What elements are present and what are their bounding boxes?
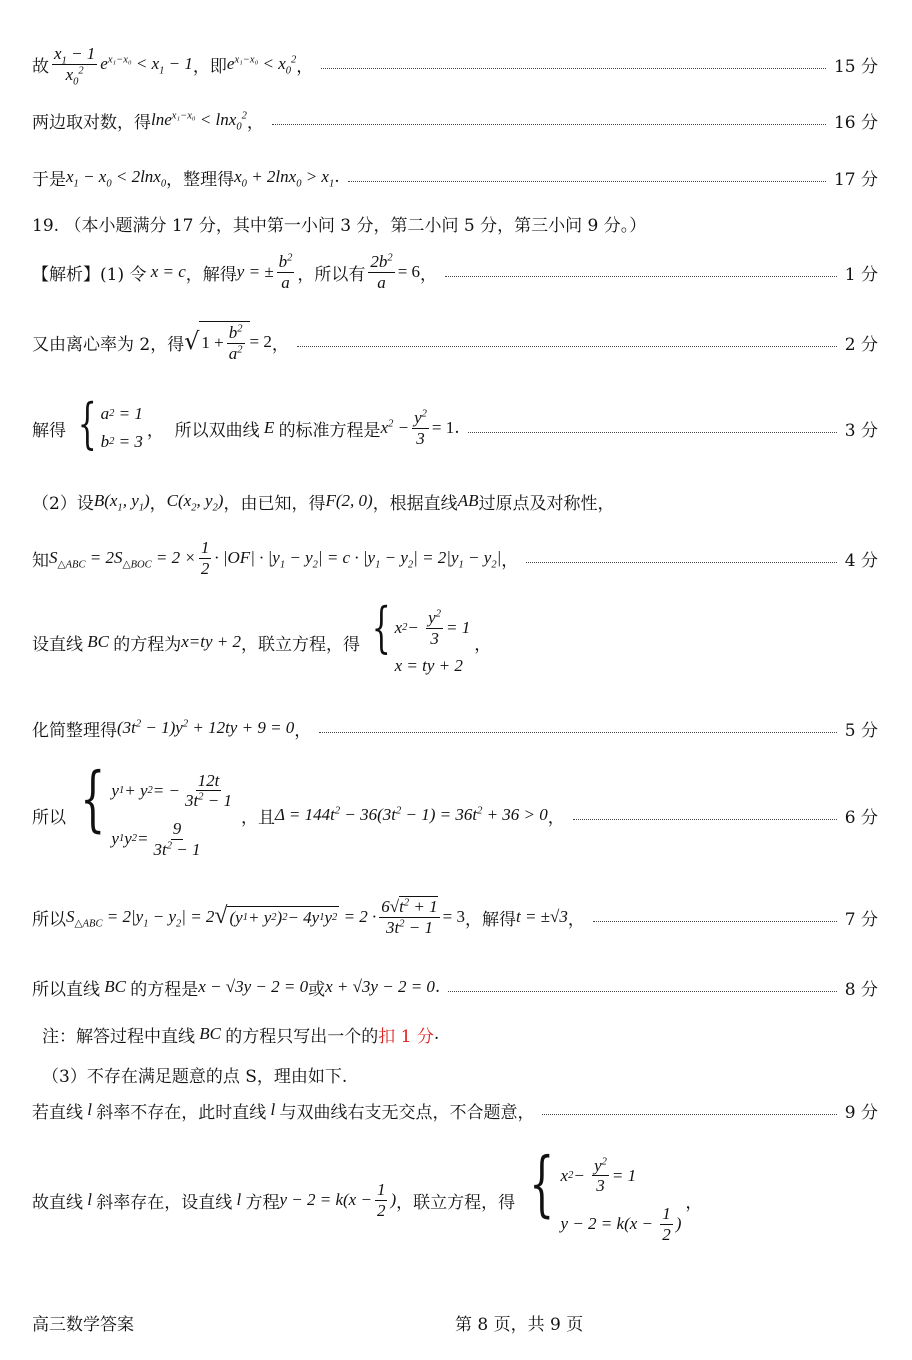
grading-note: 注：解答过程中直线 BC 的方程只写出一个的 扣 1 分 . — [42, 1020, 878, 1048]
step-4: 知 $S_{\triangle ABC} = 2S_{\triangle BOC} = 2$ × $\frac{1}{2}$ · $|OF| \cdot |y_1 - y_2| = c \cdot |y_1 - y_2| = 2|y_1 - y_2|$ ， 4 分 — [32, 537, 878, 578]
leader-dots — [593, 921, 837, 922]
leader-dots — [272, 124, 826, 125]
score: 17 分 — [833, 169, 878, 190]
leader-dots — [468, 432, 837, 433]
leader-dots — [348, 181, 826, 182]
line-bc-system: 设直线 BC 的方程为 x=ty + 2 ，联立方程，得 { x 2 − $\frac{y^2}{3}$ = 1 x = ty + 2 ， — [32, 595, 492, 676]
leader-dots — [526, 562, 837, 563]
score: 6 分 — [844, 807, 878, 828]
step-5: 化简整理得 $(3t^2 - 1)y^2 + 12ty + 9 = 0$ ， 5 分 — [32, 714, 878, 742]
score: 2 分 — [844, 334, 878, 355]
score: 4 分 — [844, 550, 878, 571]
step-1: 【解析】(1) 令 x = c ，解得 y = ± $\frac{b^2}{a}$ ，所以有 $\frac{2b^2}{a}$ = 6 ， 1 分 — [32, 251, 878, 292]
line-l-system: 故直线 l 斜率存在，设直线 l 方程 y − 2 = k(x − $\frac{1}{2}$ ) ，联立方程，得 { x 2 − $\frac{y^2}{3}$ = 1 y − 2 = k(x − $\frac{1}{2}$ ) ， — [32, 1141, 703, 1244]
page-number: 第 8 页，共 9 页 — [455, 1315, 584, 1335]
step-16: 两边取对数，得 lne$^{x_1-x_0}$ < lnx$_0^2$ ， 16 分 — [32, 106, 878, 134]
leader-dots — [297, 346, 837, 347]
step-6: 所以 { y 1 + y 2 = − $\frac{12t}{3t^2 - 1}$ y 1 y 2 = $\frac{9}{3t^2 - 1}$ ，且 $\Delta = 144t^2 - 36(3t^2 - 1) = 36t^2 + 36 > 0$ ， 6 分 — [32, 756, 878, 859]
leader-dots — [321, 68, 826, 69]
part-2-intro: （2）设 $B(x_1$, $y_1$) ， $C(x_2$, $y_2$) ，由已知，得 F(2, 0) ，根据直线 AB 过原点及对称性， — [32, 491, 615, 514]
leader-dots — [445, 276, 837, 277]
part-3-intro: （3）不存在满足题意的点 S，理由如下. — [42, 1066, 348, 1087]
leader-dots — [319, 732, 836, 733]
leader-dots — [448, 991, 836, 992]
score: 3 分 — [844, 420, 878, 441]
score: 7 分 — [844, 909, 878, 930]
step-17: 于是 $x_1 - x_0 < 2\ln x_0$ ，整理得 $x_0 + 2\ln x_0 > x_1$ . 17 分 — [32, 163, 878, 191]
score: 8 分 — [844, 979, 878, 1000]
leader-dots — [542, 1114, 836, 1115]
footer-title: 高三数学答案 — [32, 1315, 134, 1335]
step-7: 所以 $S_{\triangle ABC} = 2|y_1 - y_2| = 2$ √ (y 1 + y 2 ) 2 − 4y 1 y 2 = 2 · $\frac{6√t^2 + 1}{3t^2 - 1}$ = 3 ，解得 t = ±√3 ， 7 分 — [32, 896, 878, 937]
step-3: 解得 { a 2 = 1 b 2 = 3 ， 所以双曲线 E 的标准方程是 $x^2$ − $\frac{y^2}{3}$ = 1 . 3 分 — [32, 392, 878, 455]
step-9: 若直线 l 斜率不存在，此时直线 l 与双曲线右支无交点，不合题意， 9 分 — [32, 1096, 878, 1124]
score: 15 分 — [833, 56, 878, 77]
score: 9 分 — [844, 1102, 878, 1123]
score: 16 分 — [833, 112, 878, 133]
question-19-heading: 19. （本小题满分 17 分，其中第一小问 3 分，第二小问 5 分，第三小问 9 分。） — [32, 215, 647, 236]
score: 5 分 — [844, 720, 878, 741]
step-15: 故 $\frac{x_1 - 1}{x_0^2}$ $e^{x_1-x_0}$ < $x_1 - 1$ ，即 $e^{x_1-x_0} < x_0^2$ ， 15 分 — [32, 43, 878, 87]
step-8: 所以直线 BC 的方程是 x − √3y − 2 = 0 或 x + √3y − 2 = 0 . 8 分 — [32, 973, 878, 1001]
score: 1 分 — [844, 264, 878, 285]
deduction-text: 扣 1 分 — [378, 1026, 434, 1047]
leader-dots — [573, 819, 837, 820]
step-2: 又由离心率为 2，得 √ 1 + $\frac{b^2}{a^2}$ = 2 ， 2 分 — [32, 322, 878, 363]
